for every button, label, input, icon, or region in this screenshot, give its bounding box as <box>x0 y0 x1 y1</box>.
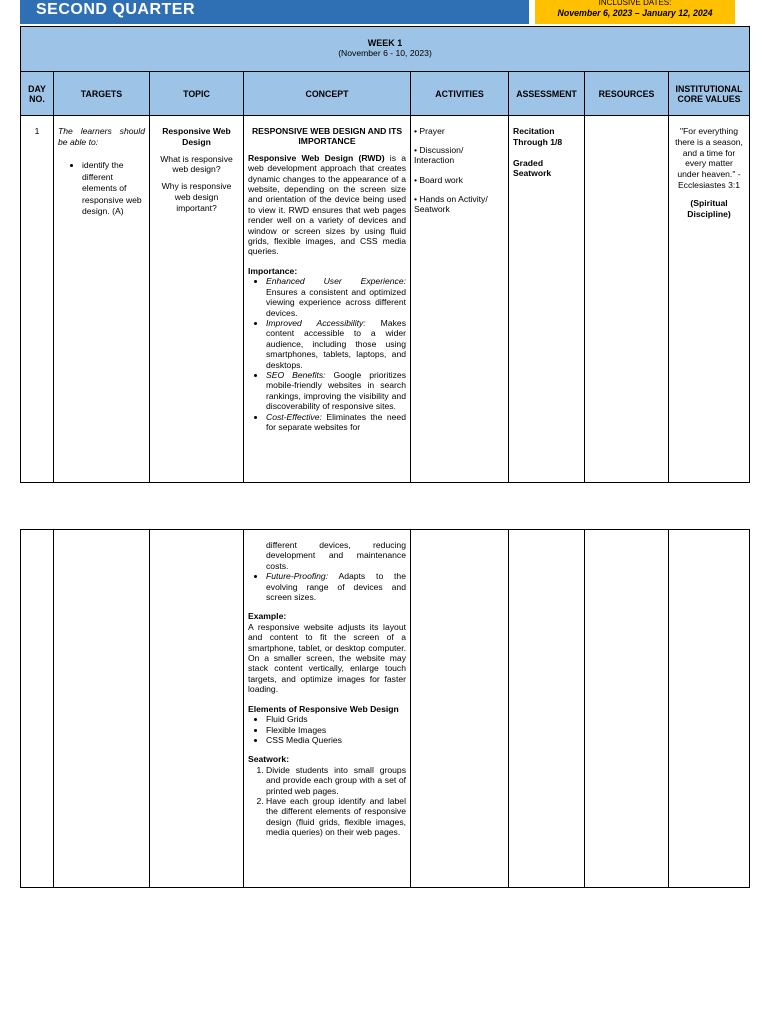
concept-definition: Responsive Web Design (RWD) is a web development approach that creates dynamic changes to the appearance of a website, depending on the screen size and orientation of the device being used to view it. RWD ensures that web pages render well on a variety of devices and window or screen sizes by using fluid grids, flexible images, and CSS media queries. <box>248 152 406 257</box>
core-values-cell <box>669 530 750 888</box>
list-item: • CSS Media Queries <box>266 735 406 745</box>
dates-label: INCLUSIVE DATES: <box>598 0 672 7</box>
list-item: • Enhanced User Experience: Ensures a consistent and optimized viewing experience across different devices. <box>266 276 406 318</box>
targets-cell <box>54 530 150 888</box>
activity-item: • Board work <box>414 174 463 185</box>
inclusive-dates-box <box>535 0 735 24</box>
resources-cell <box>585 116 669 483</box>
topic-title: Responsive Web Design <box>162 126 231 147</box>
core-values-cell <box>669 116 750 483</box>
list-item: • Flexible Images <box>266 725 406 735</box>
assessment-cell <box>509 530 585 888</box>
importance-list <box>248 276 406 432</box>
seatwork-list <box>248 765 406 838</box>
importance-label: Importance: <box>248 265 298 276</box>
assessment-item: Graded Seatwork <box>513 157 552 179</box>
activity-item: • Discussion/ Interaction <box>414 145 464 166</box>
list-item: 2. Have each group identify and label the different elements of responsive design (fluid grids, flexible images, media queries) on their web pages. <box>266 796 406 838</box>
dates-value: November 6, 2023 – January 12, 2024 <box>557 8 713 18</box>
values-label: (Spiritual Discipline) <box>687 197 731 219</box>
elements-label: Elements of Responsive Web Design <box>248 703 399 714</box>
targets-cell <box>54 116 150 483</box>
col-resources: RESOURCES <box>585 72 669 116</box>
assessment-cell <box>509 116 585 483</box>
concept-title: RESPONSIVE WEB DESIGN AND ITS IMPORTANCE <box>251 126 403 147</box>
example-label: Example: <box>248 611 287 622</box>
lesson-plan-table-continued <box>20 529 750 888</box>
topic-question: Why is responsive web design important? <box>161 181 232 213</box>
col-activities: ACTIVITIES <box>411 72 509 116</box>
importance-continued: different devices, reducing development and maintenance costs. <box>266 540 406 571</box>
activities-cell <box>411 530 509 888</box>
col-assessment: ASSESSMENT <box>509 72 585 116</box>
col-targets: TARGETS <box>54 72 150 116</box>
seatwork-label: Seatwork: <box>248 754 290 765</box>
list-item: • Improved Accessibility: Makes content accessible to a wider audience, including those using smartphones, tablets, laptops, and desktops. <box>266 318 406 370</box>
target-item: • identify the different elements of responsive web design. (A) <box>82 160 145 218</box>
lesson-plan-table <box>20 26 750 483</box>
col-day: DAY NO. <box>21 72 54 116</box>
activity-item: • Prayer <box>414 126 445 136</box>
list-item: • SEO Benefits: Google prioritizes mobile-friendly websites in search rankings, improving the visibility and discoverability of responsive sites. <box>266 370 406 412</box>
values-quote: "For everything there is a season, and a time for every matter under heaven." -Ecclesiastes 3:1 <box>675 126 743 190</box>
week-range: (November 6 - 10, 2023) <box>338 48 432 58</box>
activity-item: • Hands on Activity/ Seatwork <box>414 193 488 215</box>
elements-list <box>248 714 406 745</box>
list-item: • Fluid Grids <box>266 714 406 724</box>
table-row <box>21 530 750 888</box>
resources-cell <box>585 530 669 888</box>
topic-cell <box>150 116 244 483</box>
concept-cell <box>244 116 411 483</box>
activities-cell <box>411 116 509 483</box>
week-title: WEEK 1 <box>367 38 403 48</box>
col-core-values: INSTITUTIONAL CORE VALUES <box>669 72 750 116</box>
col-concept: CONCEPT <box>244 72 411 116</box>
topic-question: What is responsive web design? <box>160 153 233 175</box>
quarter-banner: SECOND QUARTER <box>20 0 529 24</box>
concept-cell <box>244 530 411 888</box>
list-item: • Future-Proofing: Adapts to the evolving range of devices and screen sizes. <box>266 571 406 602</box>
day-number <box>21 530 54 888</box>
col-topic: TOPIC <box>150 72 244 116</box>
example-text: A responsive website adjusts its layout and content to fit the screen of a smartphone, tablet, or desktop computer. On a smaller screen, the website may stack content vertically, enlarge touch targets, and optimize images for faster loading. <box>248 621 406 695</box>
importance-list <box>248 571 406 602</box>
day-number: 1 <box>21 116 54 483</box>
targets-intro: The learners should be able to: <box>58 126 145 147</box>
topic-cell <box>150 530 244 888</box>
list-item: 1. Divide students into small groups and provide each group with a set of printed web pages. <box>266 765 406 796</box>
list-item: • Cost-Effective: Eliminates the need for separate websites for <box>266 412 406 433</box>
table-row <box>21 116 750 483</box>
week-header <box>21 27 750 72</box>
assessment-item: Recitation Through 1/8 <box>513 126 563 147</box>
